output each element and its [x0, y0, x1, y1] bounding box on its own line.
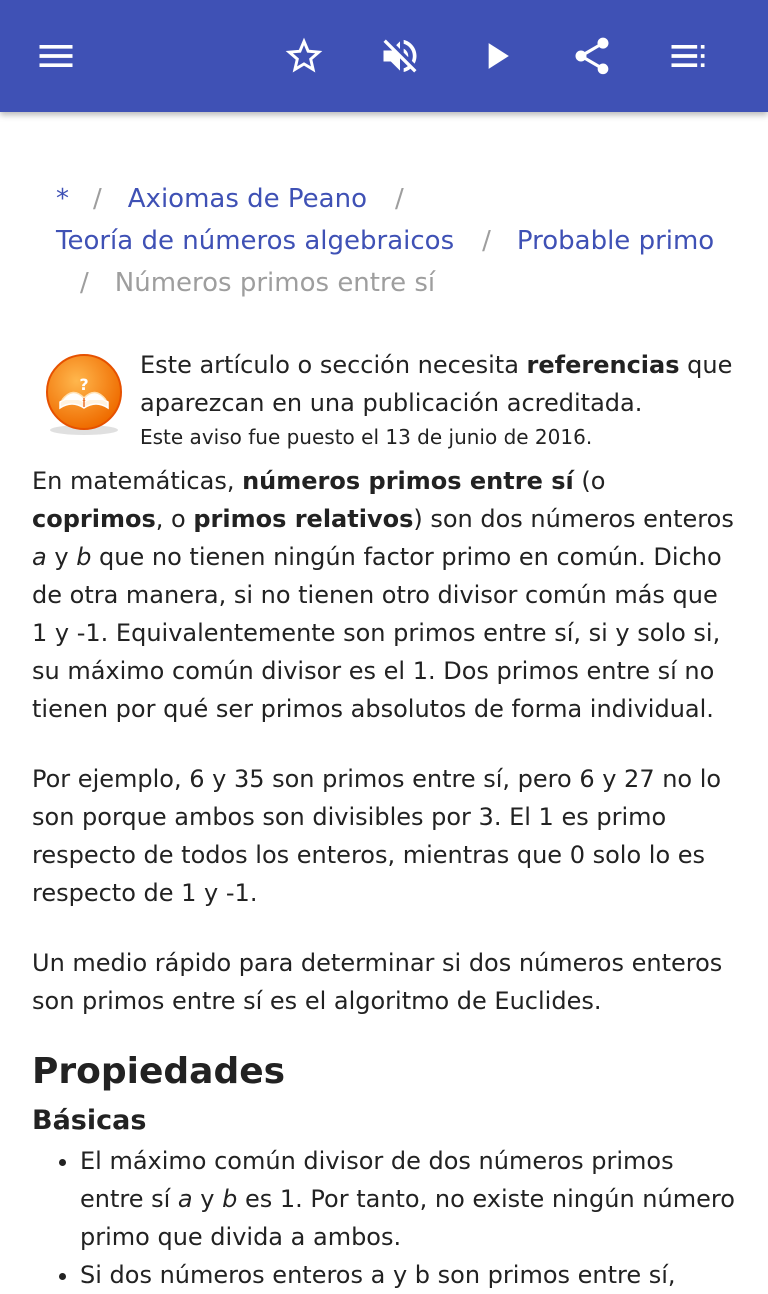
svg-text:?: ?: [79, 375, 89, 394]
book-question-icon: [40, 350, 130, 440]
article-body: [32, 462, 738, 1294]
paragraph-euclides: Un medio rápido para determinar si dos números enteros son primos entre sí es el algoritmo de Euclides.: [32, 949, 723, 1015]
breadcrumb-separator: /: [80, 268, 89, 298]
menu-button[interactable]: [28, 28, 84, 84]
paragraph-example: Por ejemplo, 6 y 35 son primos entre sí, pero 6 y 27 no lo son porque ambos son divisibles por 3. El 1 es primo respecto de todos los enteros, mientras que 0 solo lo es respecto de 1 y -1.: [32, 765, 722, 907]
breadcrumb-home-link[interactable]: *: [56, 184, 69, 214]
breadcrumb-current: Números primos entre sí: [114, 268, 436, 298]
contents-button[interactable]: [660, 28, 716, 84]
breadcrumb-separator: /: [394, 184, 404, 214]
breadcrumb: [56, 178, 736, 304]
breadcrumb-link-probable-primo[interactable]: Probable primo: [516, 226, 715, 256]
volume-off-icon: [378, 34, 422, 78]
properties-list: [32, 1142, 738, 1294]
play-button[interactable]: [468, 28, 524, 84]
breadcrumb-link-teoria-numeros-algebraicos[interactable]: Teoría de números algebraicos: [56, 226, 455, 256]
play-icon: [474, 34, 518, 78]
star-outline-icon: [282, 34, 326, 78]
paragraph-intro: En matemáticas, números primos entre sí (o coprimos, o primos relativos) son dos números enteros a y b que no tienen ningún factor primo en común. Dicho de otra manera, si no tienen otro divisor común más que 1 y -1. Equivalentemente son primos entre sí, si y solo si, su máximo común divisor es el 1. Dos primos entre sí no tienen por qué ser primos absolutos de forma individual.: [32, 467, 734, 723]
notice-date: Este aviso fue puesto el 13 de junio de 2016.: [140, 425, 593, 449]
breadcrumb-separator: /: [482, 226, 491, 256]
subsection-heading-basicas: Básicas: [32, 1105, 147, 1136]
menu-icon: [34, 34, 78, 78]
section-heading-propiedades: Propiedades: [32, 1051, 286, 1092]
list-item: • El máximo común divisor de dos números primos entre sí a y b es 1. Por tanto, no existe ningún número primo que divida a ambos.: [80, 1142, 738, 1256]
share-button[interactable]: [564, 28, 620, 84]
breadcrumb-link-axiomas-de-peano[interactable]: Axiomas de Peano: [127, 184, 367, 214]
breadcrumb-separator: /: [93, 184, 102, 214]
favorite-button[interactable]: [276, 28, 332, 84]
notice-message: Este artículo o sección necesita referencias que aparezcan en una publicación acreditada.: [140, 351, 733, 417]
playlist-icon: [666, 34, 710, 78]
app-bar: [0, 0, 768, 112]
list-item: • Si dos números enteros a y b son primos entre sí,: [80, 1256, 738, 1294]
mute-button[interactable]: [372, 28, 428, 84]
share-icon: [570, 34, 614, 78]
